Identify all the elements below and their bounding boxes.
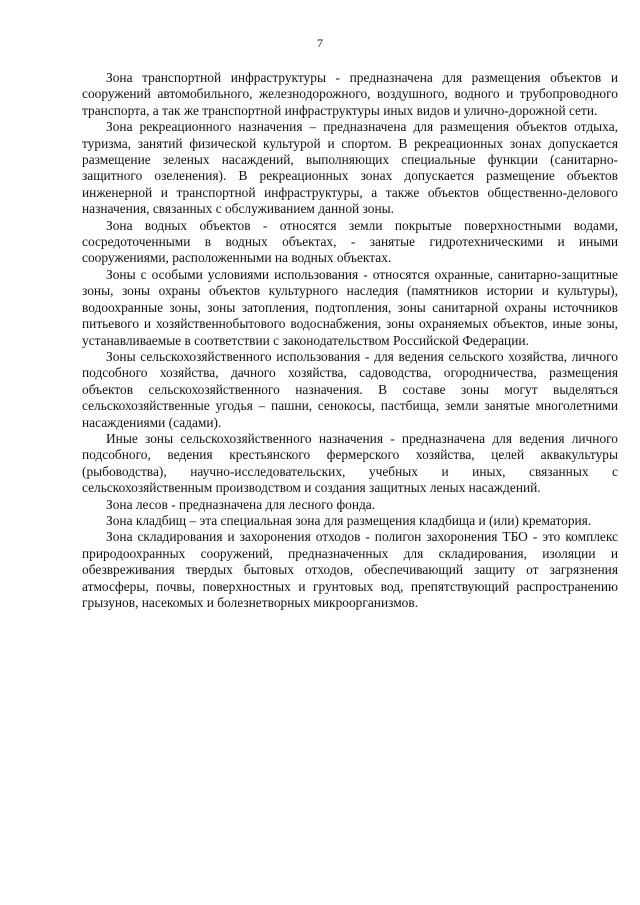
paragraph-forest-zone: Зона лесов - предназначена для лесного фонда. [106, 496, 376, 512]
paragraph-transport-zone: Зона транспортной инфраструктуры - предназначена для размещения объектов и сооружений автомобильного, железнодорожного, воздушного, водного и трубопроводного транспорта, а так же транспортной инфраструктуры иных видов и улично-дорожной сети. [82, 70, 618, 118]
paragraph-special-conditions-zone: Зоны с особыми условиями использования - относятся охранные, санитарно-защитные зоны, зоны охраны объектов культурного наследия (памятников истории и культуры), водоохранные зоны, зоны затопления, подтопления, зоны санитарной охраны источников питьевого и хозяйственнобытового водоснабжения, зоны охраняемых объектов, иные зоны, устанавливаемые в соответствии с законодательством Российской Федерации. [82, 266, 618, 348]
paragraph-other-agricultural-zone: Иные зоны сельскохозяйственного назначения - предназначена для ведения личного подсобного, ведения крестьянского фермерского хозяйства, целей аквакультуры (рыбоводства), научно-исследовательских, учебных и иных, связанных с сельскохозяйственным производством и создания защитных леных насаждений. [82, 430, 618, 496]
paragraph-recreation-zone: Зона рекреационного назначения – предназначена для размещения объектов отдыха, туризма, занятий физической культурой и спортом. В рекреационных зонах допускается размещение зеленых насаждений, выполняющих специальные функции (санитарно-защитного озеленения). В рекреационных зонах допускается размещение объектов инженерной и транспортной инфраструктуры, а также объектов общественно-делового назначения, связанных с обслуживанием данной зоны. [82, 119, 618, 217]
paragraph-cemetery-zone: Зона кладбищ – эта специальная зона для размещения кладбища и (или) крематория. [106, 512, 592, 528]
paragraph-waste-zone: Зона складирования и захоронения отходов - полигон захоронения ТБО - это комплекс природоохранных сооружений, предназначенных для складирования, изоляции и обезвреживания твердых бытовых отходов, обеспечивающий защиту от загрязнения атмосферы, почвы, поверхностных и грунтовых вод, препятствующий распространению грызунов, насекомых и болезнетворных микроорганизмов. [82, 529, 618, 610]
paragraph-water-zone: Зона водных объектов - относятся земли покрытые поверхностными водами, сосредоточенными в водных объектах, - занятые гидротехническими и иными сооружениями, расположенными на водных объектах. [82, 217, 618, 266]
page-number: 7 [317, 36, 323, 50]
document-body [82, 70, 618, 611]
paragraph-agricultural-use-zone: Зоны сельскохозяйственного использования - для ведения сельского хозяйства, личного подсобного хозяйства, дачного хозяйства, садоводства, огородничества, размещения объектов сельскохозяйственного назначения. В составе зоны могут выделяться сельскохозяйственные угодья – пашни, сенокосы, пастбища, земли занятые многолетними насаждениями (садами). [82, 348, 618, 430]
